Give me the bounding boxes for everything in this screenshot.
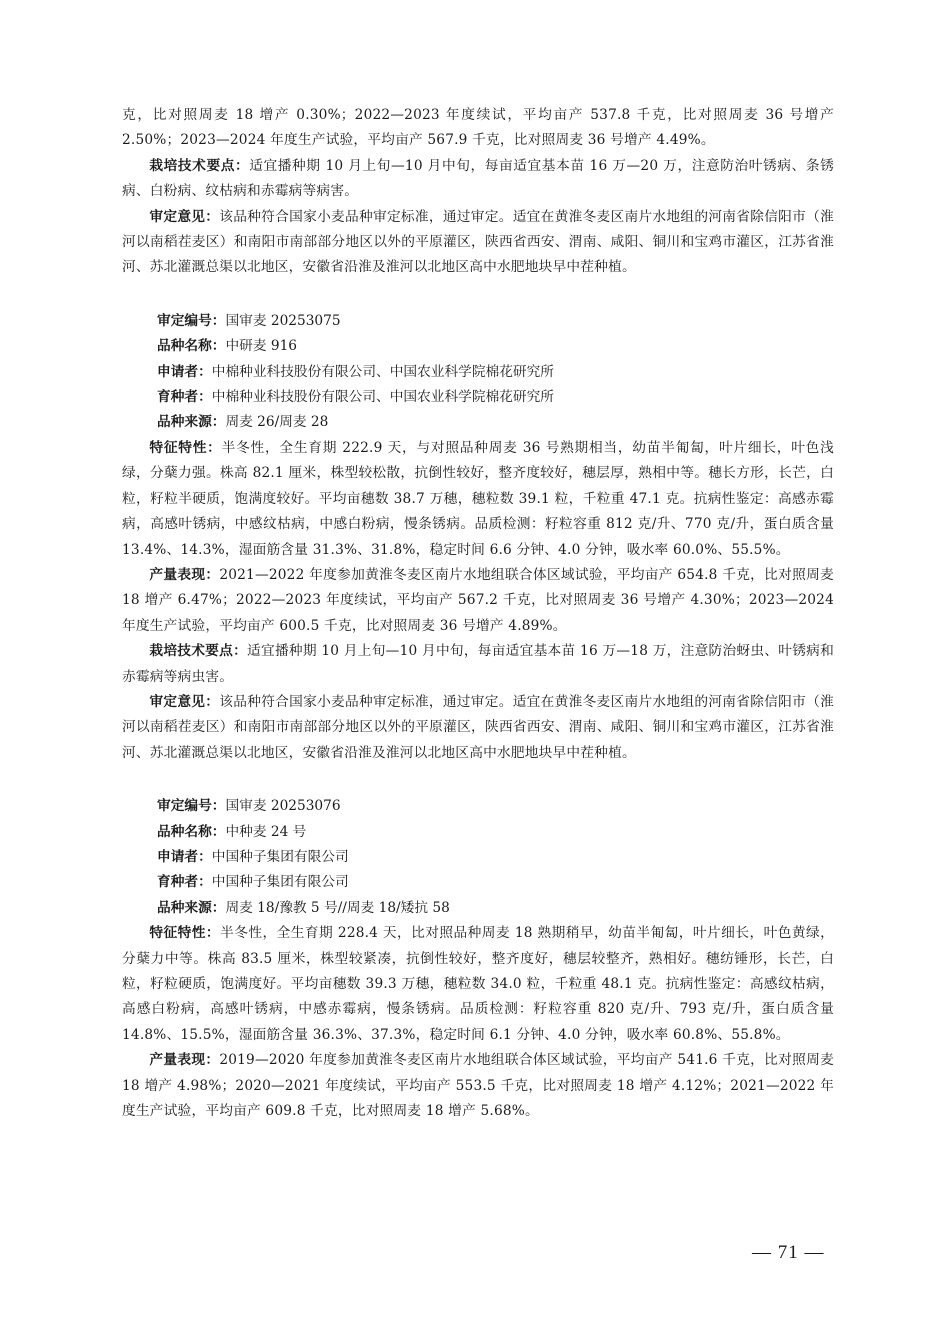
applicant-label: 申请者： (157, 848, 212, 865)
yield-text: 2021—2022 年度参加黄淮冬麦区南片水地组联合体区域试验，平均亩产 654.8 千克，比对照周麦 18 增产 6.47%；2022—2023 年度续试，平均亩产 567.2 千克，比对照周麦 36 号增产 4.30%；2023—2024 年度生产试验，平均亩产 600.5 千克，比对照周麦 36 号增产 4.89%。 (122, 566, 834, 634)
cultivation-text: 适宜播种期 10 月上旬—10 月中旬，每亩适宜基本苗 16 万—18 万，注意防治蚜虫、叶锈病和赤霉病等病虫害。 (122, 643, 835, 685)
yield-paragraph (122, 563, 834, 639)
variety-name-row (122, 334, 834, 359)
yield-continuation: 克，比对照周麦 18 增产 0.30%；2022—2023 年度续试，平均亩产 537.8 千克，比对照周麦 36 号增产 2.50%；2023—2024 年度生产试验，平均亩产 567.9 千克，比对照周麦 36 号增产 4.49%。 (122, 107, 834, 149)
applicant-label: 申请者： (157, 363, 212, 380)
yield-label: 产量表现： (149, 1052, 220, 1069)
applicant-row (122, 845, 834, 870)
cultivation-label: 栽培技术要点： (149, 643, 248, 660)
applicant-row (122, 360, 834, 385)
opinion-label: 审定意见： (149, 693, 220, 710)
breeder: 中棉种业科技股份有限公司、中国农业科学院棉花研究所 (211, 389, 554, 406)
source-row (122, 896, 834, 921)
approval-code-row (122, 794, 834, 819)
breeder-label: 育种者： (157, 389, 212, 406)
source-label: 品种来源： (157, 899, 226, 916)
approval-code: 国审麦 20253076 (225, 798, 341, 815)
applicant: 中国种子集团有限公司 (211, 848, 349, 865)
breeder-row (122, 870, 834, 895)
variety-name: 中种麦 24 号 (225, 823, 307, 840)
variety-entry (122, 309, 834, 766)
approval-code-row (122, 309, 834, 334)
opinion-text: 该品种符合国家小麦品种审定标准，通过审定。适宜在黄淮冬麦区南片水地组的河南省除信阳市（淮河以南稻茬麦区）和南阳市南部部分地区以外的平原灌区，陕西省西安、渭南、咸阳、铜川和宝鸡市灌区，江苏省淮河、苏北灌溉总渠以北地区，安徽省沿淮及淮河以北地区高中水肥地块早中茬种植。 (122, 693, 834, 761)
traits-label: 特征特性： (149, 925, 221, 942)
cultivation-label: 栽培技术要点： (149, 157, 250, 174)
opinion-paragraph (122, 205, 834, 281)
yield-paragraph (122, 1048, 834, 1124)
yield-label: 产量表现： (149, 566, 220, 583)
opinion-label: 审定意见： (149, 208, 220, 225)
page-number: — 71 — (752, 1242, 825, 1263)
breeder-label: 育种者： (157, 874, 212, 891)
cultivation-paragraph (122, 639, 834, 690)
traits-label: 特征特性： (149, 439, 222, 456)
breeder-row (122, 385, 834, 410)
source-row (122, 410, 834, 435)
applicant: 中棉种业科技股份有限公司、中国农业科学院棉花研究所 (211, 363, 554, 380)
section-gap (122, 281, 834, 309)
variety-name-label: 品种名称： (157, 338, 226, 355)
approval-code-label: 审定编号： (157, 312, 226, 329)
cultivation-text: 适宜播种期 10 月上旬—10 月中旬，每亩适宜基本苗 16 万—20 万，注意防治叶锈病、条锈病、白粉病、纹枯病和赤霉病等病害。 (122, 157, 834, 200)
approval-code-label: 审定编号： (157, 798, 226, 815)
variety-entry (122, 794, 834, 1124)
variety-name: 中研麦 916 (225, 338, 297, 355)
section-gap (122, 766, 834, 794)
yield-text: 2019—2020 年度参加黄淮冬麦区南片水地组联合体区域试验，平均亩产 541.6 千克，比对照周麦 18 增产 4.98%；2020—2021 年度续试，平均亩产 553.5 千克，比对照周麦 18 增产 4.12%；2021—2022 年度生产试验，平均亩产 609.8 千克，比对照周麦 18 增产 5.68%。 (122, 1052, 834, 1120)
opinion-text: 该品种符合国家小麦品种审定标准，通过审定。适宜在黄淮冬麦区南片水地组的河南省除信阳市（淮河以南稻茬麦区）和南阳市南部部分地区以外的平原灌区，陕西省西安、渭南、咸阳、铜川和宝鸡市灌区，江苏省淮河、苏北灌溉总渠以北地区，安徽省沿淮及淮河以北地区高中水肥地块早中茬种植。 (122, 208, 834, 276)
traits-paragraph (122, 921, 834, 1048)
source-label: 品种来源： (157, 414, 226, 431)
page-content (122, 103, 834, 1124)
variety-name-label: 品种名称： (157, 823, 226, 840)
traits-text: 半冬性，全生育期 222.9 天，与对照品种周麦 36 号熟期相当，幼苗半匍匐，叶片细长，叶色浅绿，分蘖力强。株高 82.1 厘米，株型较松散，抗倒性较好，整齐度较好，穗层厚，熟相中等。穗长方形，长芒，白粒，籽粒半硬质，饱满度较好。平均亩穗数 38.7 万穗，穗粒数 39.1 粒，千粒重 47.1 克。抗病性鉴定：高感赤霉病，高感叶锈病，中感纹枯病，中感白粉病，慢条锈病。品质检测：籽粒容重 812 克/升、770 克/升，蛋白质含量 13.4%、14.3%，湿面筋含量 31.3%、31.8%，稳定时间 6.6 分钟、4.0 分钟，吸水率 60.0%、55.5%。 (122, 439, 834, 558)
approval-code: 国审麦 20253075 (225, 312, 341, 329)
source: 周麦 26/周麦 28 (225, 414, 329, 431)
traits-paragraph (122, 436, 834, 563)
opinion-paragraph (122, 690, 834, 766)
variety-name-row (122, 820, 834, 845)
source: 周麦 18/豫教 5 号//周麦 18/矮抗 58 (225, 899, 450, 916)
breeder: 中国种子集团有限公司 (211, 874, 349, 891)
cultivation-paragraph (122, 154, 834, 205)
traits-text: 半冬性，全生育期 228.4 天，比对照品种周麦 18 熟期稍早，幼苗半匍匐，叶片细长，叶色黄绿，分蘖力中等。株高 83.5 厘米，株型较紧凑，抗倒性较好，整齐度好，穗层较整齐，熟相好。穗纺锤形，长芒，白粒，籽粒硬质，饱满度好。平均亩穗数 39.3 万穗，穗粒数 34.0 粒，千粒重 48.1 克。抗病性鉴定：高感纹枯病，高感白粉病，高感叶锈病，中感赤霉病，慢条锈病。品质检测：籽粒容重 820 克/升、793 克/升，蛋白质含量 14.8%、15.5%，湿面筋含量 36.3%、37.3%，稳定时间 6.1 分钟、4.0 分钟，吸水率 60.8%、55.8%。 (122, 925, 834, 1043)
